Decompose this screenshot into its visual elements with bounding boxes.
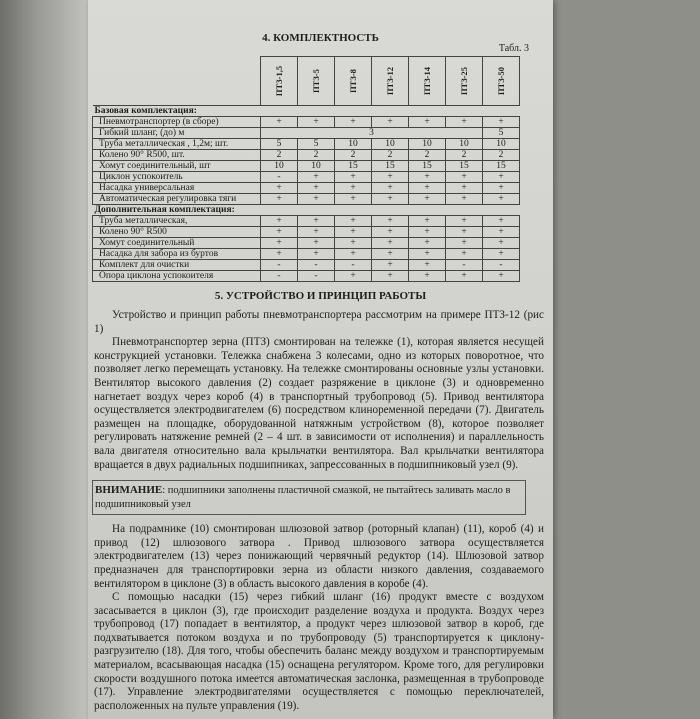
table-cell: + [335,194,372,205]
table-cell: 5 [483,128,520,139]
table-cell: + [483,172,520,183]
column-header-label: ПТЗ-5 [310,69,321,93]
table-cell: + [446,117,483,128]
warning-text: : подшипники заполнены пластичной смазкой, не пытайтесь заливать масло в подшипниковый узел [95,485,511,511]
table-cell: + [335,238,372,249]
table-cell: + [298,238,335,249]
row-label: Хомут соединительный [93,238,261,249]
table-cell: + [372,183,409,194]
paragraph: Пневмотранспортер зерна (ПТЗ) смонтирован на тележке (1), которая является несущей конструкцией установки. Тележка снабжена 3 колесами, одно из которых поворотное, что позволяет легко перемещать установку. На тележке смонтированы основные узлы установки. Вентилятор высокого давления (2) создает разряжение в циклоне (3) и одновременно нагнетает воздух через короб (4) в транспортный трубопровод (5). Привод вентилятора осуществляется электродвигателем (6) посредством клиноременной передачи (7). Двигатель размещен на площадке, оборудованной натяжным устройством (8), которое позволяет регулировать натяжение ремней (2 – 4 шт. в зависимости от исполнения) и параллельность вала двигателя относительно вала крыльчатки вентилятора. Вал крыльчатки вентилятора вращается в двух радиальных подшипниках, запрессованных в подшипниковый узел (9). [94,336,544,471]
table-cell: + [298,194,335,205]
row-label: Автоматическая регулировка тяги [93,194,261,205]
table-cell: + [372,227,409,238]
table-cell: 10 [372,139,409,150]
table-row [93,183,520,194]
table-cell: + [446,194,483,205]
table-cell: + [335,183,372,194]
table-cell: 15 [335,161,372,172]
table-row [93,139,520,150]
section-heading: Базовая комплектация: [93,106,520,117]
table-cell: + [409,238,446,249]
table-cell: + [335,249,372,260]
table-cell: + [483,194,520,205]
table-cell: + [335,117,372,128]
table-cell: 2 [409,150,446,161]
table-cell: + [372,216,409,227]
table-cell: + [483,216,520,227]
column-header-label: ПТЗ-25 [458,66,469,96]
table-cell: + [372,172,409,183]
column-header [261,57,298,106]
table-cell: - [298,271,335,282]
row-label: Колено 90° R500 [93,227,261,238]
table-cell: 15 [446,161,483,172]
table-section-row [93,205,520,216]
table-row [93,249,520,260]
column-header [409,57,446,106]
paragraph: На подрамнике (10) смонтирован шлюзовой затвор (роторный клапан) (11), короб (4) и привод (12) шлюзового затвора . Привод шлюзового затвора осуществляется электродвигателем (13) через понижающий червячный редуктор (14). Шлюзовой затвор предназначен для транспортировки зерна из области низкого давления, создаваемого вентилятором в циклоне (3) в область высокого давления в коробе (4). [94,523,544,590]
table-row [93,161,520,172]
warning-label: ВНИМАНИЕ [95,484,163,497]
table-cell: + [261,183,298,194]
table-cell: 15 [409,161,446,172]
column-header-label: ПТЗ-1,5 [273,65,284,97]
table-cell: - [261,271,298,282]
table-cell: + [446,249,483,260]
table-cell: 5 [261,139,298,150]
row-label: Насадка универсальная [93,183,261,194]
row-label: Гибкий шланг, (до) м [93,128,261,139]
row-label: Насадка для забора из буртов [93,249,261,260]
paragraph: С помощью насадки (15) через гибкий шланг (16) продукт вместе с воздухом засасывается в циклон (3), где происходит разделение воздуха и продукта. Воздух через трубопровод (17) попадает в вентилятор, а продукт через шлюзовой затвор в короб, где подхватывается потоком воздуха и по трубопроводу (5) транспортируется к циклону-разгрузителю (18). Для того, чтобы обеспечить баланс между воздухом и транспортируемым материалом, всасывающая насадка (15) оснащена регулятором. Кроме того, для регулировки скорости воздушного потока имеется автоматическая заслонка, размещенная в трубопроводе (17). Управление электродвигателями осуществляется с помощью переключателей, расположенных на пульте управления (19). [94,591,544,712]
column-header-label: ПТЗ-12 [384,66,395,96]
table-cell: + [483,271,520,282]
column-header [372,57,409,106]
table-cell: 15 [483,161,520,172]
table-cell: 5 [298,139,335,150]
column-header-label: ПТЗ-14 [421,66,432,96]
table-cell: + [409,216,446,227]
table-cell: + [261,194,298,205]
row-label: Колено 90° R500, шт. [93,150,261,161]
table-cell: + [446,216,483,227]
table-cell: - [483,260,520,271]
table-cell: + [372,260,409,271]
table-cell: + [372,271,409,282]
table-cell: + [409,260,446,271]
table-cell: 2 [261,150,298,161]
row-label: Труба металлическая , 1,2м; шт. [93,139,261,150]
table-cell: + [298,249,335,260]
table-row [93,194,520,205]
table-section-row [93,106,520,117]
table-cell: 15 [372,161,409,172]
table-cell: 10 [446,139,483,150]
table-cell: + [372,194,409,205]
table-cell: + [372,249,409,260]
warning-box [92,480,526,515]
section-5-title: 5. УСТРОЙСТВО И ПРИНЦИП РАБОТЫ [214,290,427,302]
table-row [93,216,520,227]
table-row [93,172,520,183]
table-cell: + [409,227,446,238]
row-label: Опора циклона успокоителя [93,271,261,282]
table-cell: 10 [298,161,335,172]
table-cell: + [409,249,446,260]
table-cell: + [446,172,483,183]
table-cell: + [298,227,335,238]
table-cell: + [409,271,446,282]
table-cell: + [335,172,372,183]
table-cell: - [261,172,298,183]
table-cell: + [298,183,335,194]
table-cell: + [298,172,335,183]
table-cell: + [261,249,298,260]
table-cell: + [409,117,446,128]
column-header [335,57,372,106]
paragraph: Устройство и принцип работы пневмотранспортера рассмотрим на примере ПТЗ-12 (рис 1) [94,309,544,335]
table-cell: + [409,194,446,205]
table-row [93,271,520,282]
table-cell: + [298,117,335,128]
table-row [93,150,520,161]
book-spine [0,0,95,719]
table-cell: + [298,216,335,227]
table-cell: - [335,260,372,271]
column-header-label: ПТЗ-8 [347,69,358,93]
table-cell: 10 [261,161,298,172]
table-cell-merged: 3 [261,128,483,139]
document-page [88,0,553,719]
table-cell: + [446,238,483,249]
table-cell: + [335,227,372,238]
table-cell: + [261,238,298,249]
column-header [298,57,335,106]
table-cell: + [409,183,446,194]
table-cell: 2 [446,150,483,161]
table-cell: + [261,227,298,238]
table-row [93,238,520,249]
completeness-table [92,56,520,282]
section-5-text-2 [94,523,544,713]
table-cell: + [483,227,520,238]
table-cell: 10 [483,139,520,150]
table-cell: + [335,271,372,282]
column-header [483,57,520,106]
table-cell: + [372,238,409,249]
table-cell: - [298,260,335,271]
table-cell: + [446,183,483,194]
row-label: Пневмотранспортер (в сборе) [93,117,261,128]
table-cell: + [335,216,372,227]
table-cell: + [261,117,298,128]
section-5-text [94,309,544,472]
table-row [93,117,520,128]
row-label: Хомут соединительный, шт [93,161,261,172]
row-label: Комплект для очистки [93,260,261,271]
column-header [446,57,483,106]
table-row [93,227,520,238]
table-cell: + [483,238,520,249]
table-cell: + [446,271,483,282]
table-cell: 2 [372,150,409,161]
column-header-label: ПТЗ-50 [495,66,506,96]
table-cell: 10 [335,139,372,150]
section-heading: Дополнительная комплектация: [93,205,520,216]
header-blank [93,57,261,106]
table-cell: 2 [335,150,372,161]
table-cell: 2 [483,150,520,161]
section-4-title: 4. КОМПЛЕКТНОСТЬ [262,32,379,44]
table-cell: 2 [298,150,335,161]
row-label: Труба металлическая, [93,216,261,227]
section-4-header [88,32,553,56]
table-cell: + [409,172,446,183]
table-cell: + [261,216,298,227]
table-row [93,128,520,139]
table-cell: + [372,117,409,128]
table-label: Табл. 3 [498,43,529,54]
row-label: Циклон успокоитель [93,172,261,183]
table-row [93,260,520,271]
table-cell: + [446,227,483,238]
table-cell: + [483,117,520,128]
table-cell: + [483,249,520,260]
table-cell: - [261,260,298,271]
table-cell: - [446,260,483,271]
table-cell: + [483,183,520,194]
table-cell: 10 [409,139,446,150]
